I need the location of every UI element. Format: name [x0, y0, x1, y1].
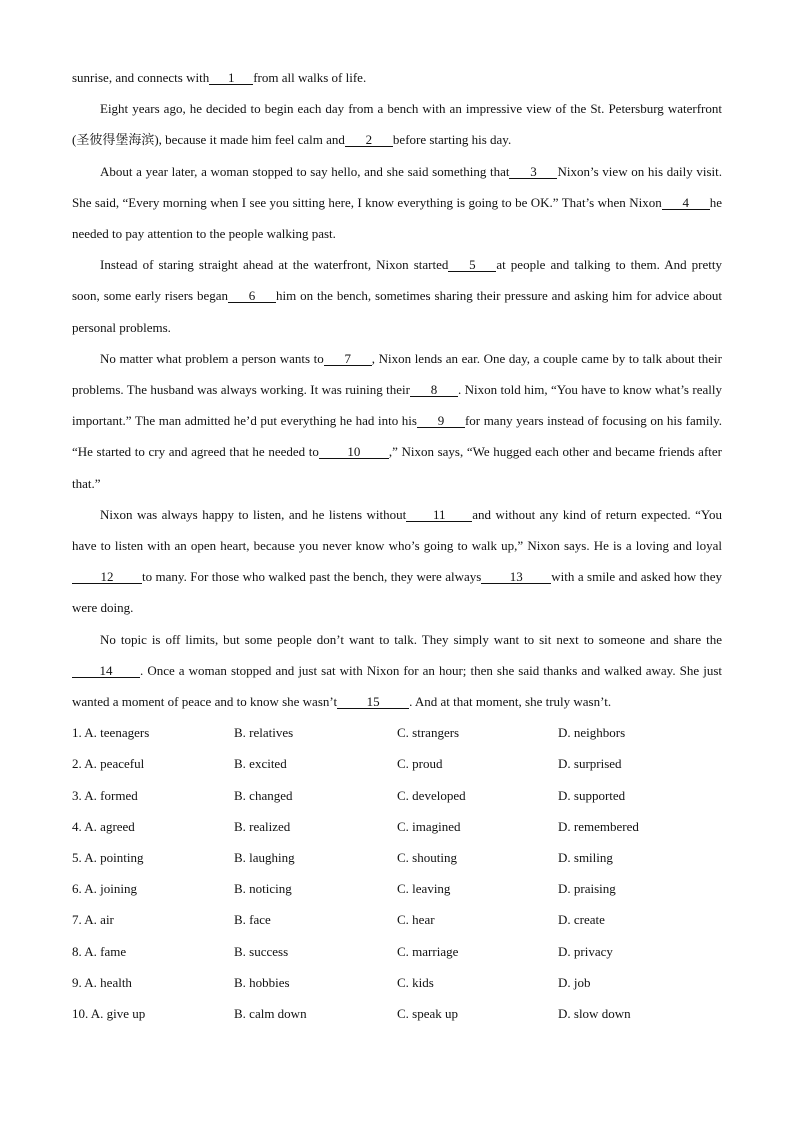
option-c[interactable]: C. kids: [397, 974, 434, 990]
option-a[interactable]: 9. A. health: [72, 974, 132, 990]
question-row: [72, 967, 722, 998]
option-c[interactable]: C. developed: [397, 787, 466, 803]
option-d[interactable]: D. privacy: [558, 943, 613, 959]
passage-paragraph: [72, 62, 722, 93]
option-a[interactable]: 2. A. peaceful: [72, 756, 145, 772]
answer-blank-11[interactable]: 11: [406, 508, 472, 522]
option-b[interactable]: B. hobbies: [234, 974, 290, 990]
passage-text: Nixon was always happy to listen, and he listens without: [100, 506, 407, 522]
passage-text: with a smile and asked how they were doing.: [72, 569, 722, 616]
option-a[interactable]: 1. A. teenagers: [72, 725, 150, 741]
passage-text: before starting his day.: [392, 132, 512, 148]
passage-text: from all walks of life.: [253, 70, 367, 85]
worksheet-page: [72, 62, 722, 1029]
option-b[interactable]: B. relatives: [234, 725, 294, 741]
option-c[interactable]: C. leaving: [397, 881, 451, 897]
option-d[interactable]: D. praising: [558, 881, 616, 897]
passage-text: ,” Nixon says, “We hugged each other and became friends after that.”: [72, 444, 722, 491]
answer-blank-6[interactable]: 6: [228, 289, 276, 303]
passage-paragraph: [72, 93, 722, 155]
option-b[interactable]: B. realized: [234, 818, 291, 834]
question-row: [72, 998, 722, 1029]
answer-blank-3[interactable]: 3: [509, 165, 557, 179]
question-row: [72, 811, 722, 842]
option-b[interactable]: B. calm down: [234, 1005, 307, 1021]
answer-blank-9[interactable]: 9: [417, 414, 465, 428]
option-c[interactable]: C. strangers: [397, 725, 460, 741]
option-d[interactable]: D. job: [558, 974, 591, 990]
option-b[interactable]: B. laughing: [234, 850, 295, 866]
question-row: [72, 717, 722, 748]
option-a[interactable]: 5. A. pointing: [72, 850, 144, 866]
option-d[interactable]: D. remembered: [558, 818, 639, 834]
answer-blank-12[interactable]: 12: [72, 570, 142, 584]
option-c[interactable]: C. proud: [397, 756, 443, 772]
passage-paragraph: [72, 343, 722, 499]
option-a[interactable]: 4. A. agreed: [72, 818, 135, 834]
option-b[interactable]: B. noticing: [234, 881, 292, 897]
option-a[interactable]: 8. A. fame: [72, 943, 127, 959]
answer-blank-14[interactable]: 14: [72, 664, 140, 678]
answer-blank-1[interactable]: 1: [209, 71, 253, 85]
answer-blank-4[interactable]: 4: [662, 196, 710, 210]
passage-text: him on the bench, sometimes sharing their pressure and asking him for advice about personal problems.: [72, 288, 722, 335]
question-row: [72, 842, 722, 873]
option-d[interactable]: D. surprised: [558, 756, 622, 772]
option-d[interactable]: D. supported: [558, 787, 626, 803]
option-c[interactable]: C. marriage: [397, 943, 459, 959]
question-row: [72, 936, 722, 967]
option-b[interactable]: B. excited: [234, 756, 287, 772]
passage-text: to many. For those who walked past the bench, they were always: [142, 569, 482, 585]
answer-blank-10[interactable]: 10: [319, 445, 389, 459]
option-c[interactable]: C. speak up: [397, 1005, 459, 1021]
option-a[interactable]: 3. A. formed: [72, 787, 138, 803]
passage-text: at people and talking to them. And pretty soon, some early risers began: [72, 257, 723, 304]
passage-text: No matter what problem a person wants to: [100, 350, 324, 366]
answer-blank-8[interactable]: 8: [410, 383, 458, 397]
passage-text: Instead of staring straight ahead at the waterfront, Nixon started: [100, 257, 449, 273]
passage-paragraph: [72, 499, 722, 624]
passage-text: . Nixon told him, “You have to know what’s really important.” The man admitted he’d put everything he had into his: [72, 382, 722, 429]
option-c[interactable]: C. imagined: [397, 818, 461, 834]
option-b[interactable]: B. success: [234, 943, 289, 959]
passage-text: for many years instead of focusing on his family. “He started to cry and agreed that he needed to: [72, 413, 722, 460]
answer-blank-13[interactable]: 13: [481, 570, 551, 584]
passage-text: , Nixon lends an ear. One day, a couple came by to talk about their problems. The husband was always working. It was ruining their: [72, 350, 722, 398]
option-c[interactable]: C. hear: [397, 912, 435, 928]
option-b[interactable]: B. face: [234, 912, 271, 928]
passage-text: Nixon’s view on his daily visit. She said, “Every morning when I see you sitting here, I know everything is going to be OK.” That’s when Nixon: [72, 163, 723, 210]
option-d[interactable]: D. neighbors: [558, 725, 626, 741]
cloze-passage: [72, 62, 722, 717]
answer-blank-7[interactable]: 7: [324, 352, 372, 366]
option-d[interactable]: D. create: [558, 912, 605, 928]
question-row: [72, 748, 722, 779]
option-b[interactable]: B. changed: [234, 787, 293, 803]
passage-text: . And at that moment, she truly wasn’t.: [409, 694, 612, 710]
answer-blank-2[interactable]: 2: [345, 133, 393, 147]
question-row: [72, 873, 722, 904]
passage-paragraph: [72, 624, 722, 718]
answer-blank-15[interactable]: 15: [337, 695, 409, 709]
question-row: [72, 904, 722, 935]
option-d[interactable]: D. smiling: [558, 850, 613, 866]
passage-text: About a year later, a woman stopped to say hello, and she said something that: [100, 163, 510, 179]
passage-text: Eight years ago, he decided to begin each day from a bench with an impressive view of the St. Petersburg waterfront (圣彼得堡海滨), because it made him feel calm and: [72, 101, 722, 148]
passage-paragraph: [72, 156, 722, 250]
question-options: [72, 717, 722, 1029]
passage-text: sunrise, and connects with: [72, 70, 210, 85]
option-a[interactable]: 6. A. joining: [72, 881, 138, 897]
passage-paragraph: [72, 249, 722, 343]
passage-text: No topic is off limits, but some people don’t want to talk. They simply want to sit next to someone and share the: [100, 631, 722, 647]
option-c[interactable]: C. shouting: [397, 850, 457, 866]
answer-blank-5[interactable]: 5: [448, 258, 496, 272]
passage-text: . Once a woman stopped and just sat with Nixon for an hour; then she said thanks and walked away. She just wanted a moment of peace and to know she wasn’t: [72, 662, 722, 710]
question-row: [72, 780, 722, 811]
passage-text: he needed to pay attention to the people walking past.: [72, 194, 722, 242]
option-a[interactable]: 10. A. give up: [72, 1005, 146, 1021]
option-d[interactable]: D. slow down: [558, 1005, 631, 1021]
option-a[interactable]: 7. A. air: [72, 912, 114, 928]
passage-text: and without any kind of return expected. “You have to listen with an open heart, because you never know who’s going to walk up,” Nixon says. He is a loving and loyal: [72, 506, 722, 554]
